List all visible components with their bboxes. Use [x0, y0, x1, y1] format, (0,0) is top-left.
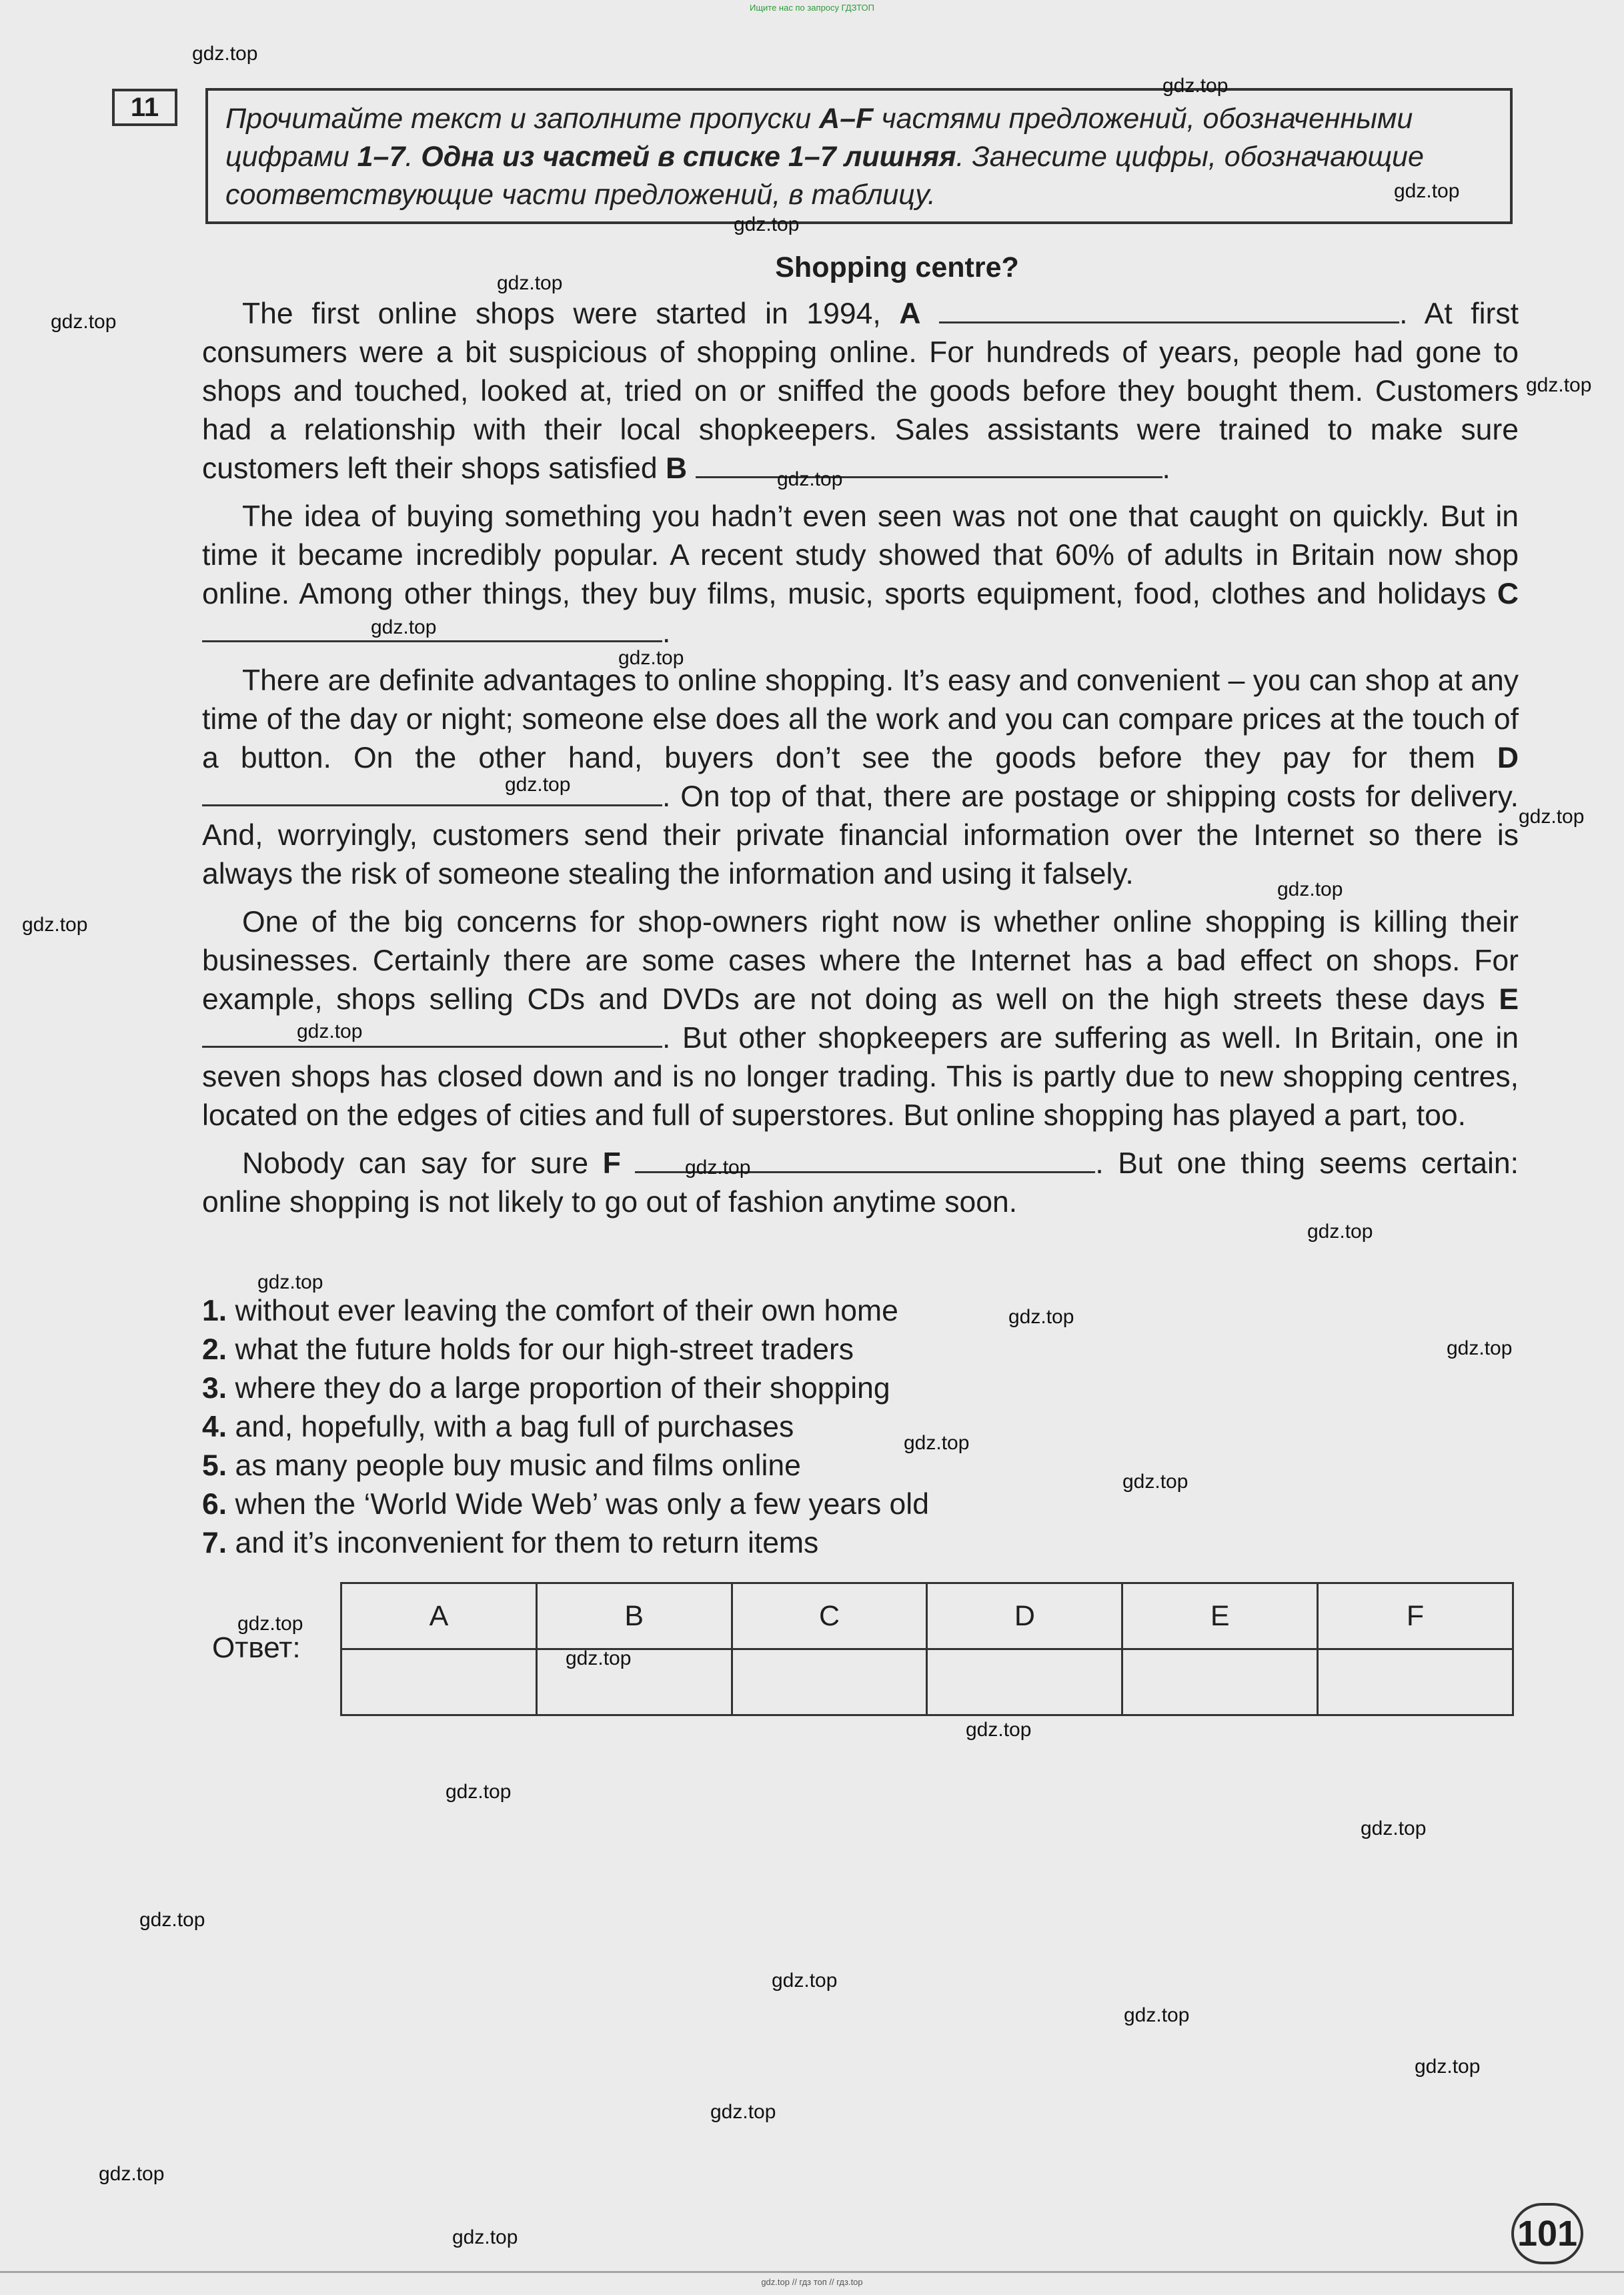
paragraph-4: One of the big concerns for shop-owners right now is whether online shopping is killing their businesses. Certainly there are some cases where the Internet has a bad effect on shops. For example, shops selling CDs and DVDs are not doing as well on the high streets these days E . But other shopkeepers are suffering as well. In Britain, one in seven shops has closed down and is no longer trading. This is partly due to new shopping centres, located on the edges of cities and full of superstores. But online shopping has played a part, too. — [202, 906, 1519, 1132]
watermark: gdz.top — [566, 1647, 632, 1669]
option-2: 2. what the future holds for our high-street traders — [202, 1333, 854, 1366]
option-6: 6. when the ‘World Wide Web’ was only a few years old — [202, 1488, 929, 1521]
watermark: gdz.top — [297, 1020, 363, 1042]
watermark: gdz.top — [497, 272, 563, 294]
watermark: gdz.top — [1394, 180, 1460, 202]
watermark: gdz.top — [1519, 806, 1585, 828]
gap-e-blank[interactable] — [202, 1020, 662, 1048]
gap-letter-d: D — [1497, 742, 1519, 774]
task-number: 11 — [112, 89, 177, 126]
watermark: gdz.top — [51, 311, 117, 333]
watermark: gdz.top — [1122, 1471, 1188, 1493]
text-title: Shopping centre? — [775, 251, 1019, 283]
option-3: 3. where they do a large proportion of their shopping — [202, 1372, 890, 1405]
watermark: gdz.top — [1361, 1817, 1427, 1839]
gap-d-blank[interactable] — [202, 779, 662, 806]
answer-cell-f[interactable] — [1318, 1649, 1513, 1715]
answer-header-row — [341, 1583, 1513, 1649]
watermark: gdz.top — [192, 43, 258, 65]
watermark: gdz.top — [777, 468, 843, 490]
answer-cell-c[interactable] — [732, 1649, 927, 1715]
gap-letter-c: C — [1497, 578, 1519, 610]
watermark: gdz.top — [710, 2101, 776, 2123]
watermark: gdz.top — [139, 1909, 205, 1931]
paragraph-5: Nobody can say for sure F . But one thing seems certain: online shopping is not likely to go out of fashion anytime soon. — [202, 1147, 1519, 1219]
gap-letter-e: E — [1499, 983, 1519, 1016]
watermark: gdz.top — [734, 213, 800, 235]
answer-header-c: C — [732, 1583, 927, 1649]
watermark: gdz.top — [1526, 374, 1592, 396]
reading-text — [202, 295, 1519, 1231]
answer-header-f: F — [1318, 1583, 1513, 1649]
paragraph-2: The idea of buying something you hadn’t even seen was not one that caught on quickly. But in time it became incredibly popular. A recent study showed that 60% of adults in Britain now shop online. Among other things, they buy films, music, sports equipment, food, clothes and holidays C . — [202, 500, 1519, 649]
watermark: gdz.top — [1162, 75, 1229, 97]
watermark: gdz.top — [237, 1613, 303, 1635]
answer-table — [340, 1582, 1514, 1716]
answer-cell-a[interactable] — [341, 1649, 537, 1715]
answer-header-d: D — [927, 1583, 1122, 1649]
answer-cell-d[interactable] — [927, 1649, 1122, 1715]
answer-header-b: B — [536, 1583, 732, 1649]
answer-header-e: E — [1122, 1583, 1318, 1649]
answer-label: Ответ: — [212, 1631, 301, 1664]
gap-letter-f: F — [602, 1147, 621, 1180]
watermark: gdz.top — [904, 1432, 970, 1454]
answer-cell-e[interactable] — [1122, 1649, 1318, 1715]
page-number: 101 — [1511, 2203, 1583, 2264]
watermark: gdz.top — [618, 647, 684, 669]
gap-letter-a: A — [899, 297, 921, 330]
watermark: gdz.top — [1307, 1221, 1373, 1243]
gap-a-blank[interactable] — [939, 296, 1399, 323]
paragraph-1: The first online shops were started in 1994, A . At first consumers were a bit suspicious of shopping online. For hundreds of years, people had gone to shops and touched, looked at, tried on or sniffed the goods before they bought them. Customers had a relationship with their local shopkeepers. Sales assistants were trained to make sure customers left their shops satisfied B . — [202, 297, 1519, 485]
answer-header-a: A — [341, 1583, 537, 1649]
watermark: gdz.top — [99, 2163, 165, 2185]
watermark: gdz.top — [1277, 878, 1343, 900]
task-instruction: Прочитайте текст и заполните пропуски A–F частями предложений, обозначенными цифрами 1–7. Одна из частей в списке 1–7 лишняя. Занесите цифры, обозначающие соответствующие части предложений, в таблицу. — [205, 88, 1513, 224]
watermark: gdz.top — [257, 1271, 323, 1293]
answer-input-row — [341, 1649, 1513, 1715]
gap-letter-b: B — [666, 452, 688, 485]
option-4: 4. and, hopefully, with a bag full of purchases — [202, 1411, 794, 1443]
watermark: gdz.top — [22, 914, 88, 936]
watermark: gdz.top — [1415, 2056, 1481, 2078]
option-1: 1. without ever leaving the comfort of their own home — [202, 1295, 898, 1327]
watermark: gdz.top — [505, 774, 571, 796]
footer-note: gdz.top // гдз топ // гдз.top — [761, 2277, 863, 2287]
watermark: gdz.top — [772, 1970, 838, 1992]
option-7: 7. and it’s inconvenient for them to return items — [202, 1527, 819, 1559]
watermark: gdz.top — [452, 2226, 518, 2248]
watermark: gdz.top — [685, 1157, 751, 1179]
gap-b-blank[interactable] — [696, 451, 1162, 478]
watermark: gdz.top — [1008, 1306, 1074, 1328]
watermark: gdz.top — [1447, 1337, 1513, 1359]
footer-divider — [0, 2271, 1624, 2273]
watermark: gdz.top — [966, 1719, 1032, 1741]
header-note: Ищите нас по запросу ГДЗТОП — [749, 3, 874, 13]
watermark: gdz.top — [446, 1781, 512, 1803]
paragraph-3: There are definite advantages to online shopping. It’s easy and convenient – you can shop at any time of the day or night; someone else does all the work and you can compare prices at the touch of a button. On the other hand, buyers don’t see the goods before they pay for them D . On top of that, there are postage or shipping costs for delivery. And, worryingly, customers send their private financial information over the Internet so there is always the risk of someone stealing the information and using it falsely. — [202, 664, 1519, 890]
watermark: gdz.top — [371, 616, 437, 638]
watermark: gdz.top — [1124, 2004, 1190, 2026]
option-5: 5. as many people buy music and films online — [202, 1449, 801, 1482]
options-list — [202, 1292, 1469, 1563]
